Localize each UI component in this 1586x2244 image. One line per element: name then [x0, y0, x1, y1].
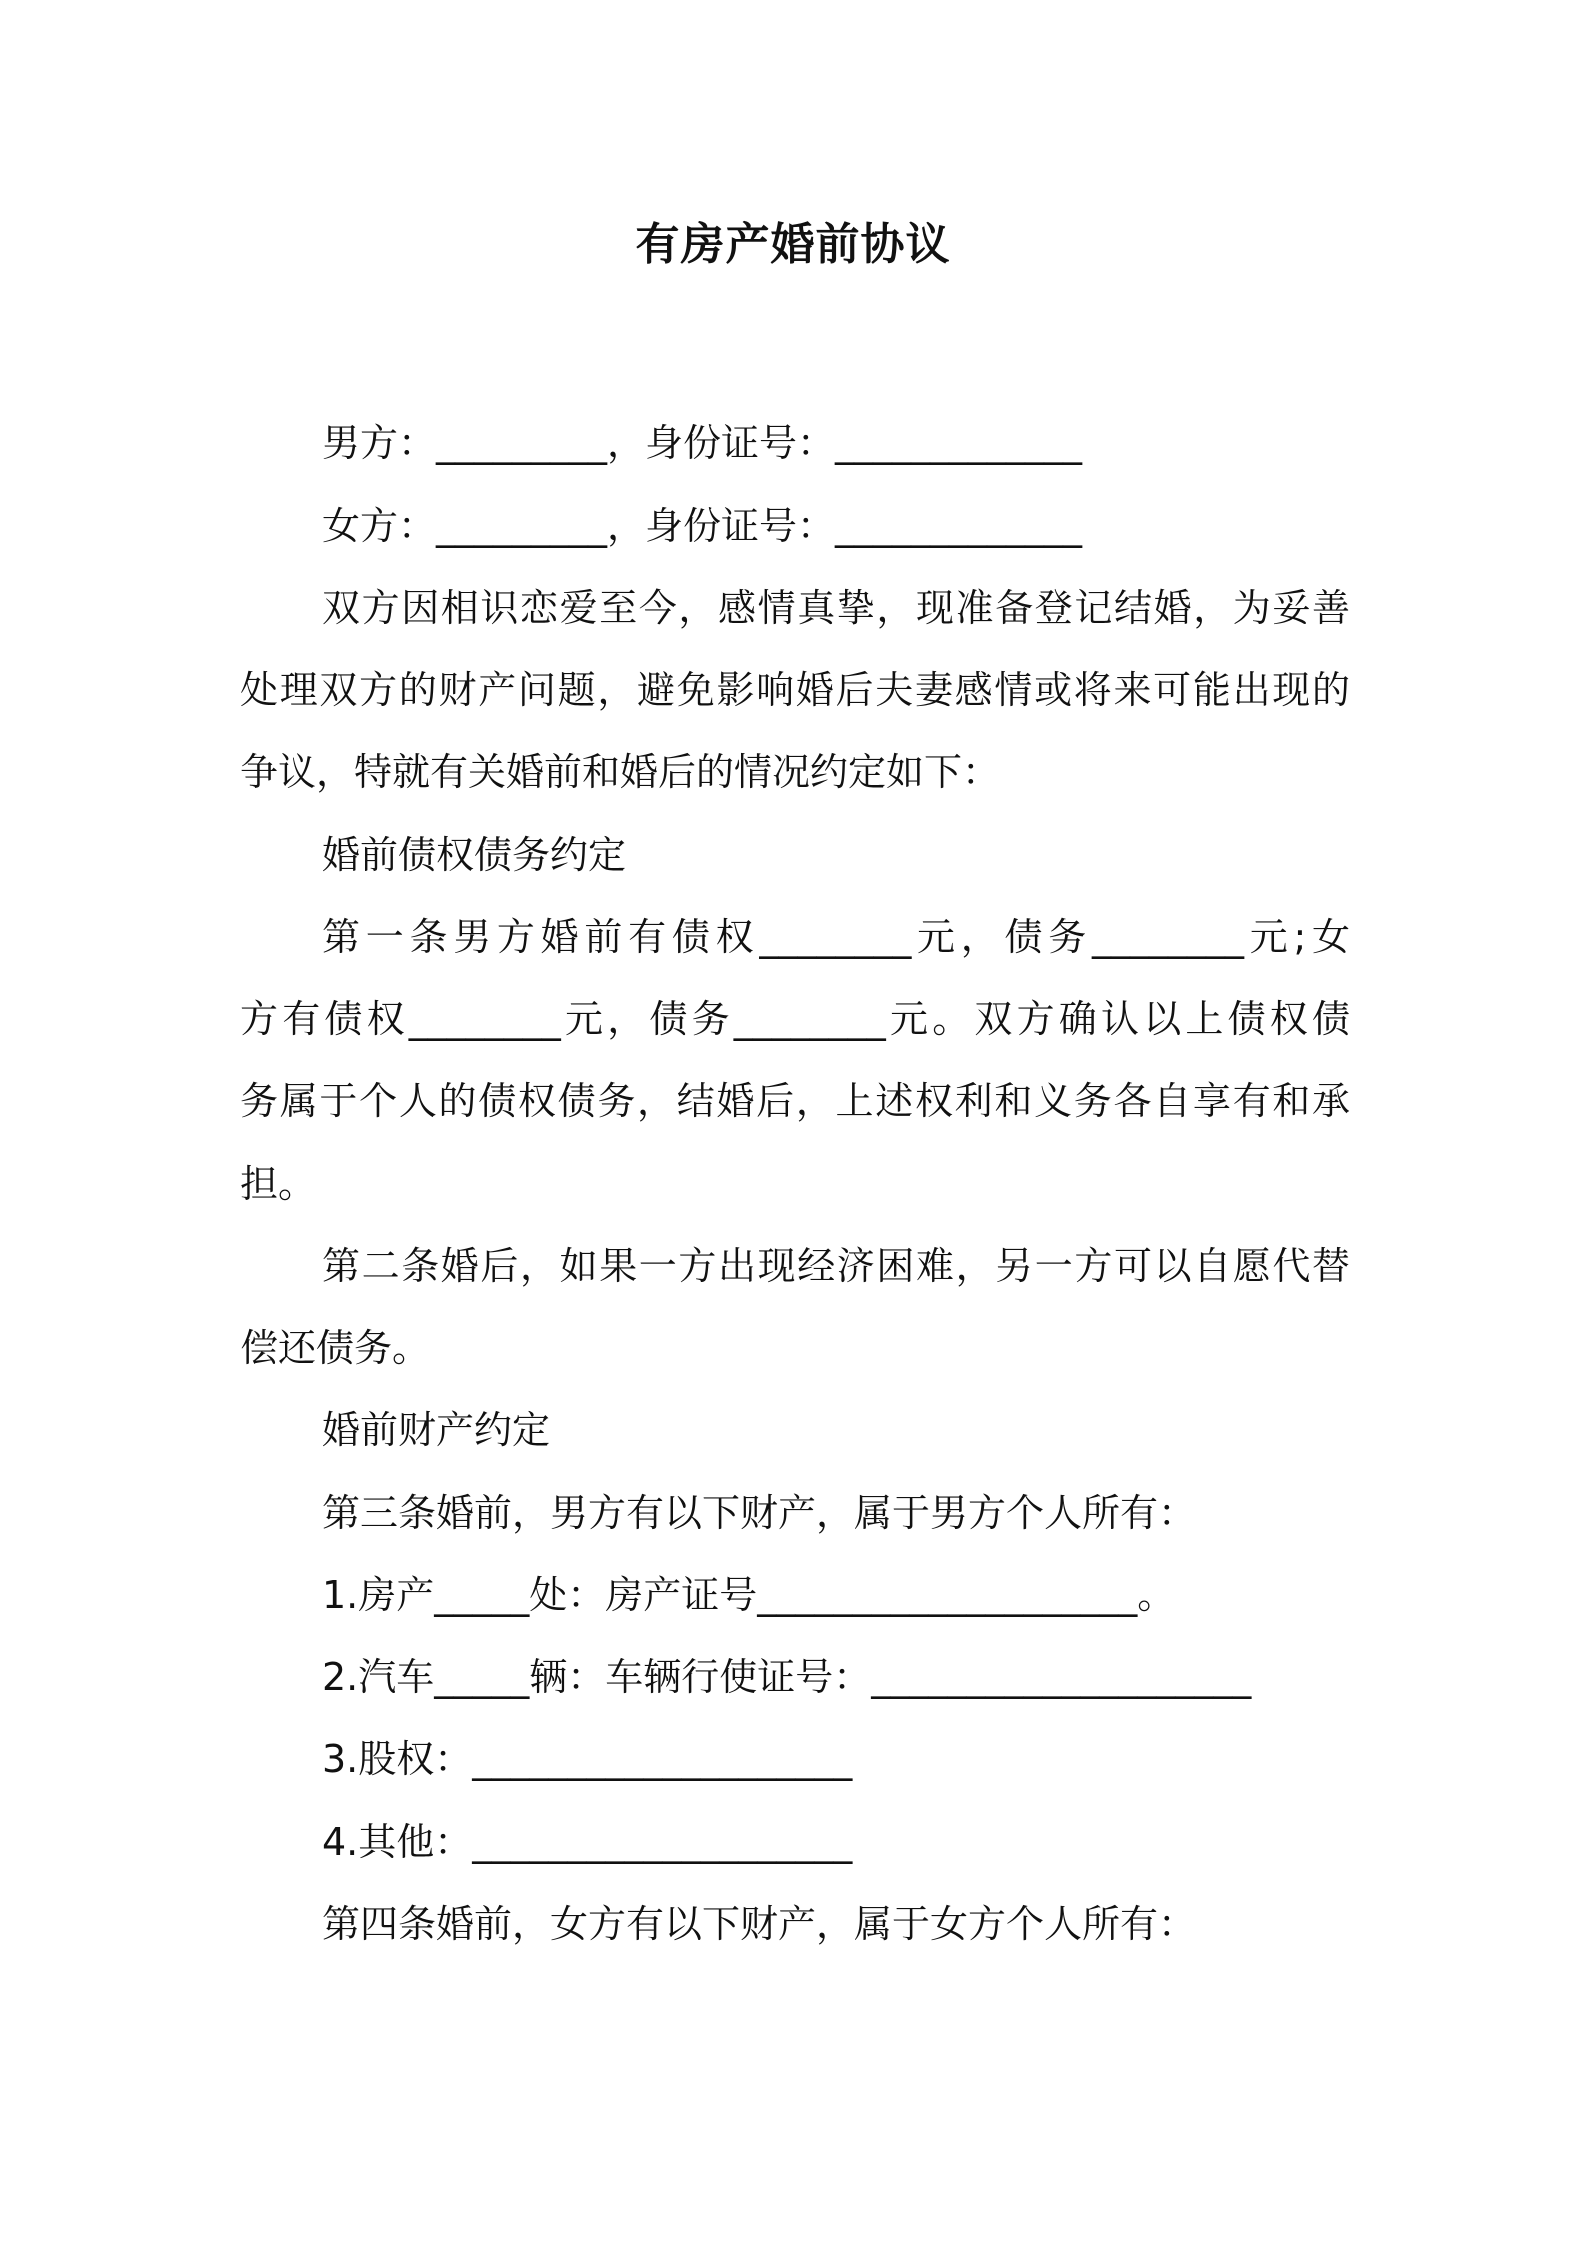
article-2-line-2: 偿还债务。: [240, 1326, 431, 1370]
item-equity: 3.股权：____________________: [322, 1737, 853, 1781]
intro-line-3: 争议，特就有关婚前和婚后的情况约定如下：: [240, 750, 1001, 794]
female-party-line: 女方：_________，身份证号：_____________: [322, 504, 1083, 548]
article-2-line-1: 第二条婚后，如果一方出现经济困难，另一方可以自愿代替: [322, 1244, 1350, 1288]
male-party-line: 男方：_________，身份证号：_____________: [322, 421, 1083, 465]
item-vehicle: 2.汽车_____辆：车辆行使证号：____________________: [322, 1655, 1252, 1699]
article-1-line-4: 担。: [240, 1162, 317, 1206]
article-1-line-3: 务属于个人的债权债务，结婚后，上述权利和义务各自享有和承: [240, 1079, 1350, 1123]
article-4-line: 第四条婚前，女方有以下财产，属于女方个人所有：: [322, 1902, 1197, 1946]
document-title: 有房产婚前协议: [635, 219, 951, 270]
article-1-line-2: 方有债权________元，债务________元。双方确认以上债权债: [240, 997, 1350, 1041]
section-heading-property: 婚前财产约定: [322, 1408, 551, 1452]
article-1-line-1: 第一条男方婚前有债权________元，债务________元;女: [322, 915, 1350, 959]
item-real-estate: 1.房产_____处：房产证号____________________。: [322, 1573, 1176, 1617]
item-other: 4.其他：____________________: [322, 1820, 853, 1864]
article-3-line: 第三条婚前，男方有以下财产，属于男方个人所有：: [322, 1491, 1197, 1535]
intro-line-2: 处理双方的财产问题，避免影响婚后夫妻感情或将来可能出现的: [240, 668, 1350, 712]
intro-line-1: 双方因相识恋爱至今，感情真挚，现准备登记结婚，为妥善: [322, 586, 1350, 630]
section-heading-debts: 婚前债权债务约定: [322, 833, 627, 877]
